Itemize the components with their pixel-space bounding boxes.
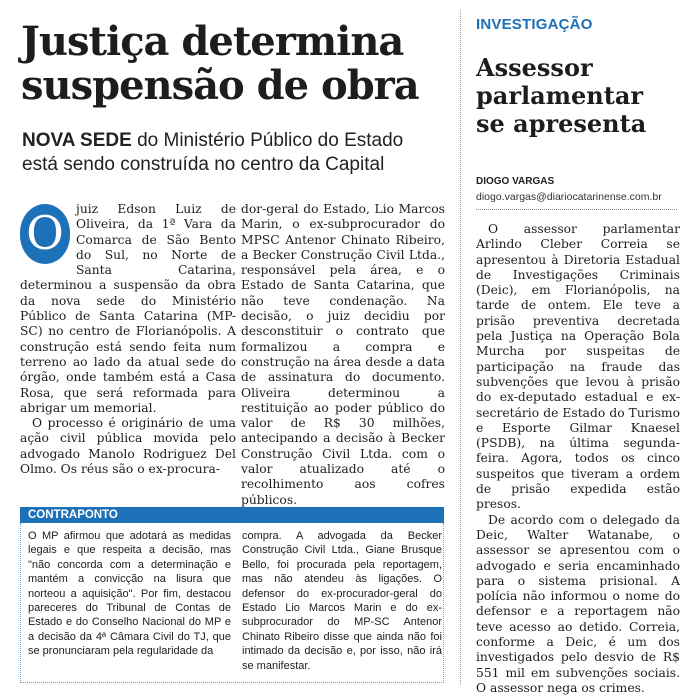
article-column-1 (20, 202, 236, 477)
drop-cap: O (20, 204, 70, 264)
article-paragraph: O processo é originário de uma ação civil pública movida pelo advogado Manolo Rodriguez Del Olmo. Os réus são o ex-procura- (20, 416, 236, 477)
article-paragraph: juiz Edson Luiz de Oliveira, da 1ª Vara da Comarca de São Bento do Sul, no Norte de Santa Catarina, determinou a suspensão da obra da nova sede do Ministério Público de Santa Catarina (MP-SC) no centro de Florianópolis. A construção está sendo feita num terreno ao lado da atual sede do órgão, onde também está a Casa Rosa, que será reformada para abrigar um memorial. (20, 202, 236, 415)
byline: DIOGO VARGAS (476, 176, 555, 187)
article-paragraph: dor-geral do Estado, Lio Marcos Marin, o ex-subprocurador do MPSC Antenor Chinato Ribeiro, a Becker Construção Civil Ltda., responsável pela área, e o Estado de Santa Catarina, que não teve condenação. Na decisão, o juiz decidiu por desconstituir o contrato que formalizou a compra e construção na área desde a data de assinatura do documento. Oliveira determinou a restituição ao poder público do valor de R$ 30 milhões, antecipando a decisão à Becker Construção Civil Ltda. com o valor atualizado até o recolhimento aos cofres públicos. (241, 202, 445, 507)
byline-rule (476, 209, 677, 210)
author-email: diogo.vargas@diariocatarinense.com.br (476, 191, 662, 203)
side-headline (476, 54, 676, 138)
side-headline-line-2: parlamentar (476, 81, 644, 110)
article-paragraph: De acordo com o delegado da Deic, Walter Watanabe, o assessor se apresentou com o advogado e seria encaminhado para o sistema prisional. A polícia não informou o nome do defensor e a reportagem não teve acesso ao detido. Correia, conforme a Deic, é um dos investigados pelo desvio de R$ 551 mil em subvenções sociais. O assessor nega os crimes. (476, 512, 680, 695)
deck-line-2: está sendo construída no centro da Capital (22, 154, 385, 175)
side-article-body (476, 222, 680, 696)
article-paragraph: O assessor parlamentar Arlindo Cleber Correia se apresentou à Diretoria Estadual de Investigações Criminais (Deic), em Florianópolis, na tarde de ontem. Ele teve a prisão preventiva decretada pela Justiça na Operação Bola Murcha por suspeitas de participação na fraude das subvenções que levou à prisão do ex-deputado estadual e ex-secretário de Estado do Turismo e Esporte Gilmar Knaesel (PSDB), na última segunda-feira. Agora, todos os cinco suspeitos que tiveram a ordem de prisão expedida estão presos. (476, 222, 680, 512)
section-label: INVESTIGAÇÃO (476, 16, 593, 33)
headline-line-2: suspensão de obra (21, 62, 419, 109)
side-headline-line-1: Assessor (476, 53, 593, 82)
headline-line-1: Justiça determina (21, 18, 404, 65)
deck (22, 129, 452, 177)
deck-line-1: do Ministério Público do Estado (131, 130, 404, 151)
contraponto-column-1: O MP afirmou que adotará as medidas legais e que respeita a decisão, mas "não concorda com a determinação e mantém a convicção na lisura que norteou a aquisição". Por fim, destacou pareceres do Tribunal de Contas de Estado e do Conselho Nacional do MP e a decisão da 4ª Câmara Civil do TJ, que se pronunciaram pela regularidade da (28, 530, 231, 658)
column-divider (460, 10, 461, 685)
article-column-2 (241, 202, 445, 508)
side-headline-line-3: se apresenta (476, 109, 647, 138)
main-headline (21, 20, 441, 108)
deck-kicker: NOVA SEDE (22, 130, 132, 151)
contraponto-label: CONTRAPONTO (28, 509, 118, 521)
contraponto-column-2: compra. A advogada da Becker Construção Civil Ltda., Giane Brusque Bello, foi procurada pela reportagem, mas não atendeu às ligações. O defensor do ex-procurador-geral do Estado Lio Marcos Marin e do ex-subprocurador do MP-SC Antenor Chinato Ribeiro disse que ainda não foi intimado da decisão e, por isso, não irá se manifestar. (242, 530, 442, 672)
